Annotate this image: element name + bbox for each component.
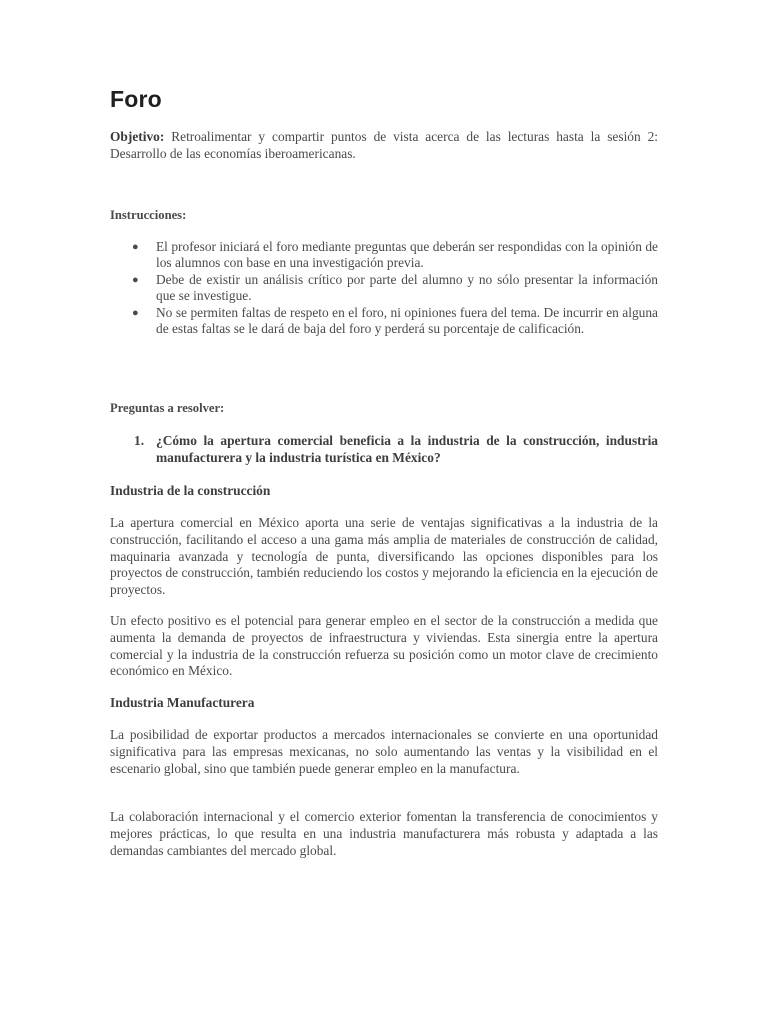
bullet-icon: ●: [132, 241, 139, 253]
instructions-label: Instrucciones:: [110, 208, 187, 222]
objective-label: Objetivo:: [110, 129, 165, 144]
manufacturing-paragraph-2: La colaboración internacional y el comercio exterior fomentan la transferencia de conocimientos y mejores prácticas, lo que resulta en una industria manufacturera más robusta y adaptada a las demandas cambiantes del mercado global.: [110, 809, 658, 858]
objective-text: Retroalimentar y compartir puntos de vista acerca de las lecturas hasta la sesión 2: Desarrollo de las economías iberoamericanas.: [110, 129, 658, 161]
instructions-list: [110, 239, 658, 337]
objective-paragraph: [110, 129, 658, 163]
bullet-icon: ●: [132, 306, 139, 319]
question-text: ¿Cómo la apertura comercial beneficia a la industria de la construcción, industria manufacturera y la industria turística en México?: [156, 433, 658, 465]
question-item: [110, 433, 658, 467]
manufacturing-paragraph-1: La posibilidad de exportar productos a mercados internacionales se convierte en una oportunidad significativa para las empresas mexicanas, no solo aumentando las ventas y la visibilidad en el escenario global, sino que también puede generar empleo en la manufactura.: [110, 727, 658, 776]
page-title: Foro: [110, 86, 162, 112]
list-item: ● No se permiten faltas de respeto en el foro, ni opiniones fuera del tema. De incurrir en alguna de estas faltas se le dará de baja del foro y perderá su porcentaje de calificación.: [132, 304, 658, 337]
construction-paragraph-1: La apertura comercial en México aporta una serie de ventajas significativas a la industria de la construcción, facilitando el acceso a una gama más amplia de materiales de construcción de calidad, maquinaria avanzada y tecnología de punta, diversificando las opciones disponibles para los proyectos de construcción, también reduciendo los costos y mejorando la eficiencia en la ejecución de proyectos.: [110, 515, 658, 598]
question-number: 1.: [134, 433, 145, 448]
bullet-icon: ●: [132, 273, 139, 286]
list-item: ● El profesor iniciará el foro mediante preguntas que deberán ser respondidas con la opinión de los alumnos con base en una investigación previa.: [132, 239, 658, 271]
questions-list: [110, 433, 658, 467]
list-item: ● Debe de existir un análisis crítico por parte del alumno y no sólo presentar la información que se investigue.: [132, 271, 658, 304]
section-heading-construction: Industria de la construcción: [110, 483, 271, 498]
construction-paragraph-2: Un efecto positivo es el potencial para generar empleo en el sector de la construcción a medida que aumenta la demanda de proyectos de infraestructura y viviendas. Esta sinergia entre la apertura comercial y la industria de la construcción refuerza su posición como un motor clave de crecimiento económico en México.: [110, 613, 658, 679]
section-heading-manufacturing: Industria Manufacturera: [110, 695, 255, 710]
questions-label: Preguntas a resolver:: [110, 401, 225, 415]
